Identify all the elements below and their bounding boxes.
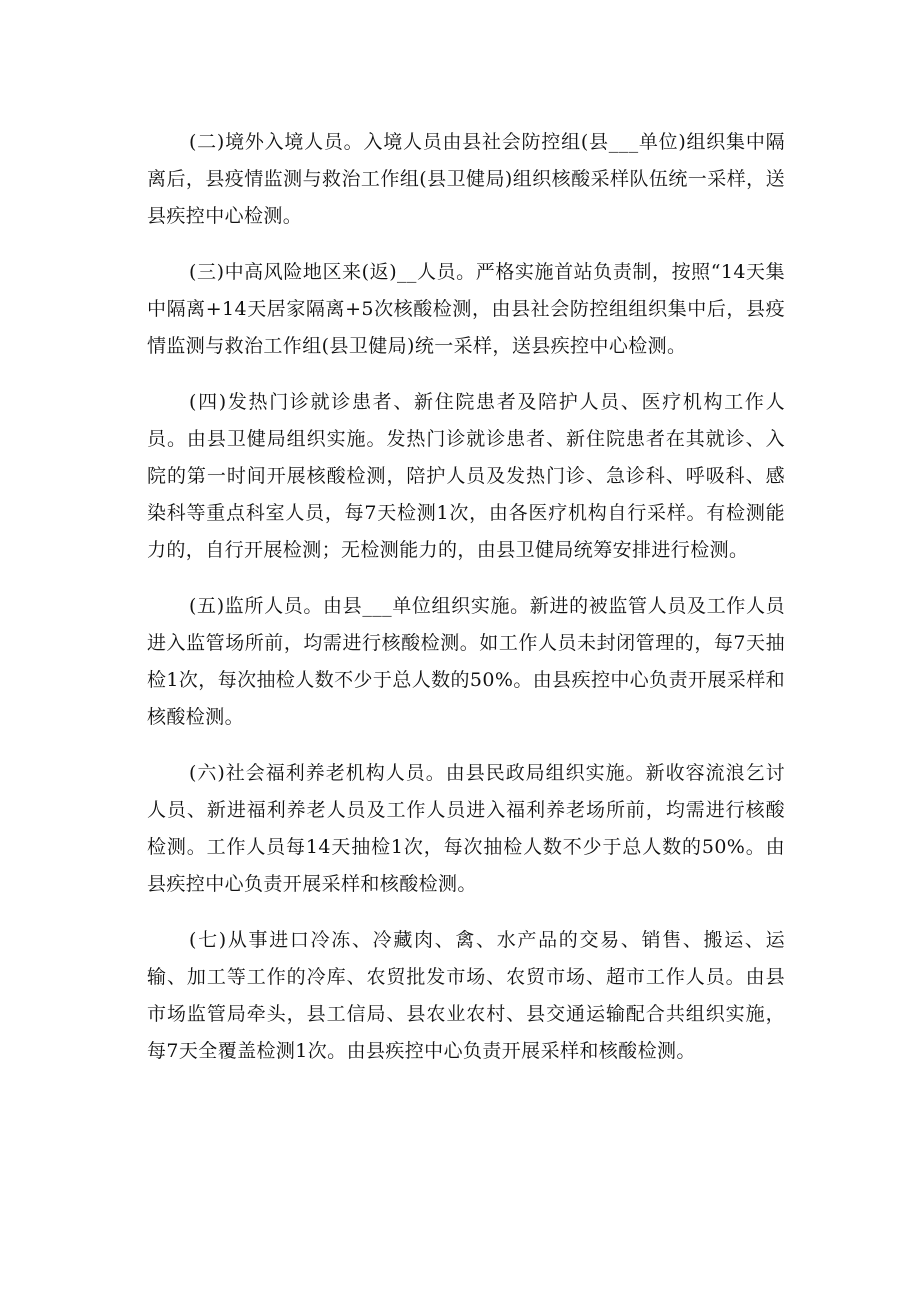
paragraph-cold-chain-workers: (七)从事进口冷冻、冷藏肉、禽、水产品的交易、销售、搬运、运输、加工等工作的冷库、农贸批发市场、农贸市场、超市工作人员。由县市场监管局牵头，县工信局、县农业农村、县交通运输配合共组织实施，每7天全覆盖检测1次。由县疾控中心负责开展采样和核酸检测。 [147,929,785,1062]
paragraph-high-risk-arrivals: (三)中高风险地区来(返)__人员。严格实施首站负责制，按照“14天集中隔离+14天居家隔离+5次核酸检测，由县社会防控组组织集中后，县疫情监测与救治工作组(县卫健局)统一采样，送县疾控中心检测。 [147,261,785,357]
paragraph-overseas-arrivals: (二)境外入境人员。入境人员由县社会防控组(县___单位)组织集中隔离后，县疫情监测与救治工作组(县卫健局)组织核酸采样队伍统一采样，送县疾控中心检测。 [147,131,785,227]
paragraph-welfare-institution-staff: (六)社会福利养老机构人员。由县民政局组织实施。新收容流浪乞讨人员、新进福利养老人员及工作人员进入福利养老场所前，均需进行核酸检测。工作人员每14天抽检1次，每次抽检人数不少于总人数的50%。由县疾控中心负责开展采样和核酸检测。 [147,762,785,895]
paragraph-detention-personnel: (五)监所人员。由县___单位组织实施。新进的被监管人员及工作人员进入监管场所前，均需进行核酸检测。如工作人员未封闭管理的，每7天抽检1次，每次抽检人数不少于总人数的50%。由县疾控中心负责开展采样和核酸检测。 [147,595,785,728]
paragraph-fever-clinic-patients: (四)发热门诊就诊患者、新住院患者及陪护人员、医疗机构工作人员。由县卫健局组织实施。发热门诊就诊患者、新住院患者在其就诊、入院的第一时间开展核酸检测，陪护人员及发热门诊、急诊科、呼吸科、感染科等重点科室人员，每7天检测1次，由各医疗机构自行采样。有检测能力的，自行开展检测；无检测能力的，由县卫健局统筹安排进行检测。 [147,391,785,561]
